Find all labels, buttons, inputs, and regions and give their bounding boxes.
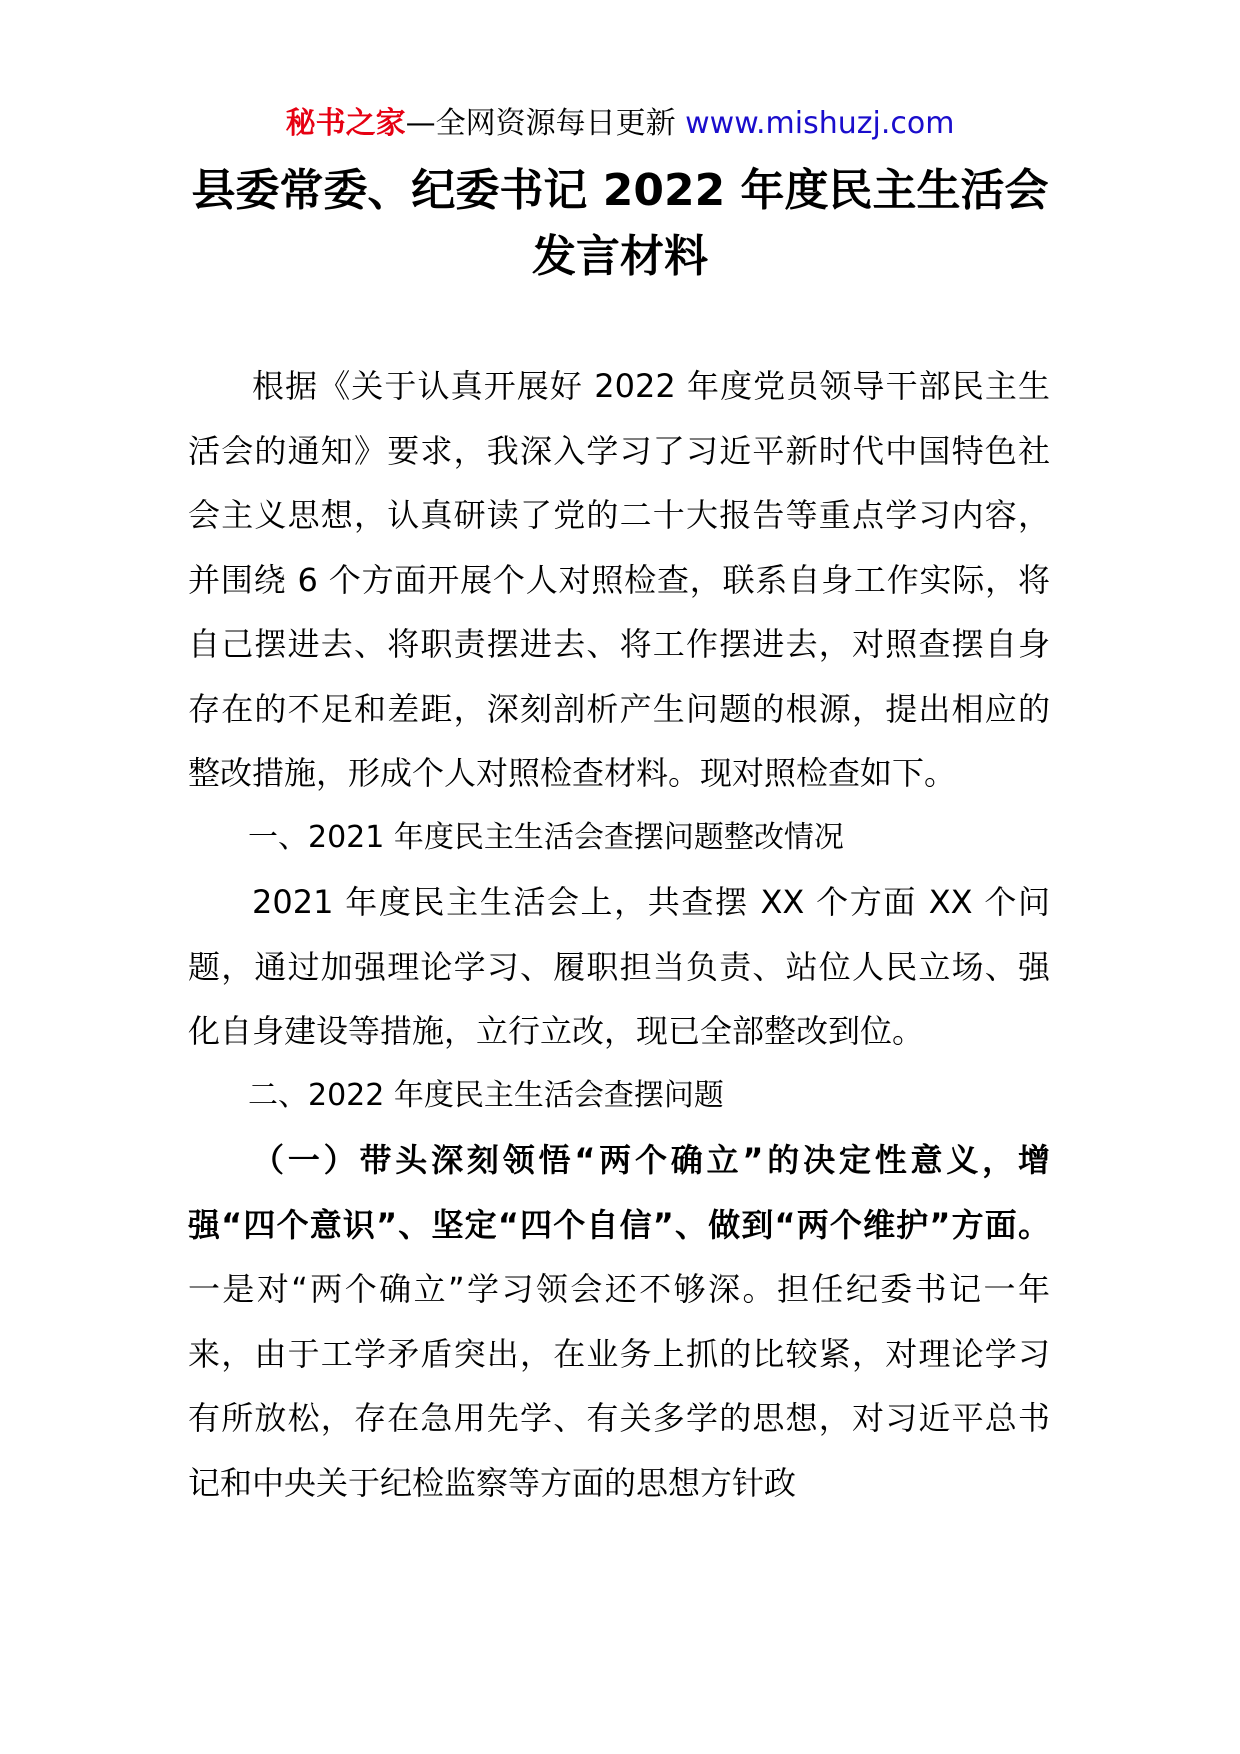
document-title [100,158,1140,290]
document-body [188,354,1050,1515]
section-2-heading: 二、2022 年度民主生活会查摆问题 [248,1077,724,1113]
item-1-text: 一是对“两个确立”学习领会还不够深。担任纪委书记一年来，由于工学矛盾突出，在业务上抓的比较紧，对理论学习有所放松，存在急用先学、有关多学的思想，对习近平总书记和中央关于纪检监察等方面的思想方针政 [188,1270,1050,1502]
section-2-item-1 [188,1128,1050,1515]
site-url-link[interactable]: www.mishuzj.com [685,106,955,141]
title-line-1: 县委常委、纪委书记 2022 年度民主生活会 [191,165,1049,216]
site-header [0,102,1240,146]
brand-name: 秘书之家 [285,106,406,141]
intro-paragraph: 根据《关于认真开展好 2022 年度党员领导干部民主生活会的通知》要求，我深入学习了习近平新时代中国特色社会主义思想，认真研读了党的二十大报告等重点学习内容，并围绕 6 个方面开展个人对照检查，联系自身工作实际，将自己摆进去、将职责摆进去、将工作摆进去，对照查摆自身存在的不足和差距，深刻剖析产生问题的根源，提出相应的整改措施，形成个人对照检查材料。现对照检查如下。 [188,367,1050,792]
site-slogan: —全网资源每日更新 [405,106,686,141]
item-1-heading: （一）带头深刻领悟“两个确立”的决定性意义，增强“四个意识”、坚定“四个自信”、做到“两个维护”方面。 [188,1141,1050,1244]
section-1-heading: 一、2021 年度民主生活会查摆问题整改情况 [248,819,844,855]
section-1-paragraph: 2021 年度民主生活会上，共查摆 XX 个方面 XX 个问题，通过加强理论学习、履职担当负责、站位人民立场、强化自身建设等措施，立行立改，现已全部整改到位。 [188,883,1050,1050]
title-line-2: 发言材料 [532,231,708,282]
